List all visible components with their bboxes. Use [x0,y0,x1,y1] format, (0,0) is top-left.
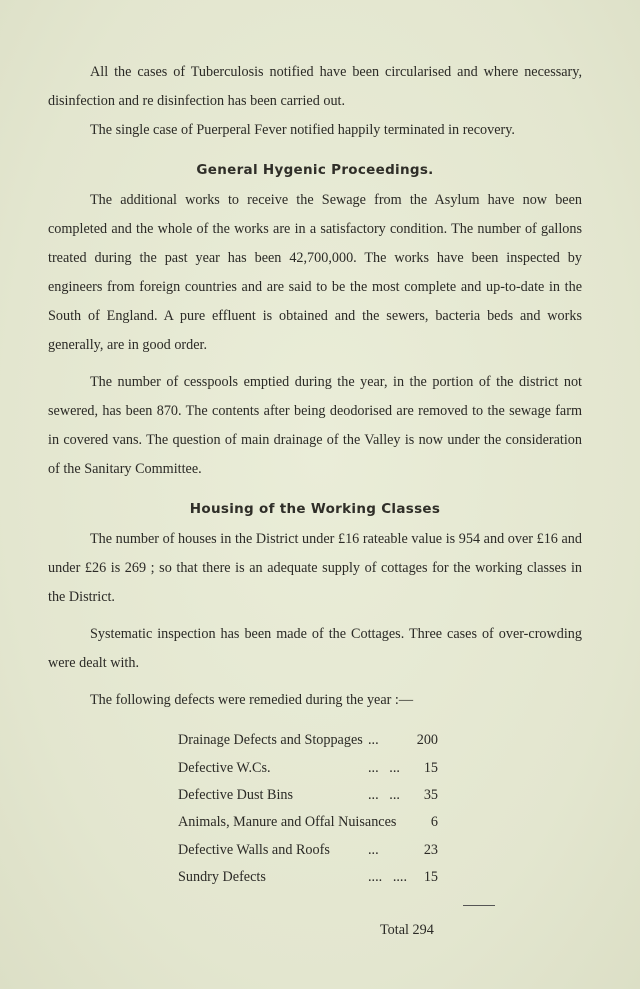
table-row [178,782,438,809]
leader-dots: .... .... [368,869,408,886]
defect-label: Animals, Manure and Offal Nuisances [178,814,397,831]
leader-dots: ... ... [368,759,400,776]
paragraph-sewage-works: The additional works to receive the Sewage from the Asylum have now been completed and the whole of the works are in a satisfactory condition. The number of gallons treated during the past year has been 42,700,000. The works have been inspected by engineers from foreign countries and are said to be the most complete and up-to-date in the South of England. A pure effluent is obtained and the sewers, bacteria beds and works generally, are in good order. [48,192,582,353]
table-row [178,864,438,891]
leader-dots: ... [368,841,379,858]
defect-label: Defective W.Cs. [178,759,271,776]
page-content [48,58,582,939]
paragraph-houses: The number of houses in the District under £16 rateable value is 954 and over £16 and under £26 is 269 ; so that there is an adequate supply of cottages for the working classes in the District. [48,531,582,605]
paragraph-puerperal-fever: The single case of Puerperal Fever notified happily terminated in recovery. [90,122,515,138]
defect-count: 15 [423,759,438,776]
paragraph-gap [48,678,582,686]
paragraph-inspection: Systematic inspection has been made of the Cottages. Three cases of over-crowding were dealt with. [48,626,582,671]
paragraph-defects-intro: The following defects were remedied during the year :— [90,692,414,708]
defect-label: Drainage Defects and Stoppages [178,732,363,749]
leader-dots: ... ... [368,786,400,803]
defect-count: 23 [423,841,438,858]
paragraph-cesspools: The number of cesspools emptied during the year, in the portion of the district not sewered, has been 870. The contents after being deodorised are removed to the sewage farm in covered vans. The question of main drainage of the Valley is now under the consideration of the Sanitary Committee. [48,374,582,477]
defect-label: Defective Dust Bins [178,786,294,803]
defect-count: 15 [423,869,438,886]
heading-general-hygenic: General Hygenic Proceedings. [196,162,434,178]
table-row [178,837,438,864]
defect-count: 6 [430,814,438,831]
total-divider [463,905,495,906]
total-value: 294 [412,922,434,939]
total-line [380,922,582,939]
defect-label: Defective Walls and Roofs [178,841,330,858]
table-row [178,754,438,781]
table-row [178,809,438,836]
total-label: Total [380,922,409,939]
leader-dots: ... [368,732,379,749]
defect-count: 35 [423,786,438,803]
defects-table [178,727,438,891]
paragraph-tuberculosis: All the cases of Tuberculosis notified have been circularised and where necessary, disinfection and re disinfection has been carried out. [48,64,582,109]
paragraph-gap [48,612,582,620]
paragraph-gap [48,360,582,368]
table-row [178,727,438,754]
defect-count: 200 [416,732,438,749]
defect-label: Sundry Defects [178,869,266,886]
heading-housing: Housing of the Working Classes [189,501,441,517]
